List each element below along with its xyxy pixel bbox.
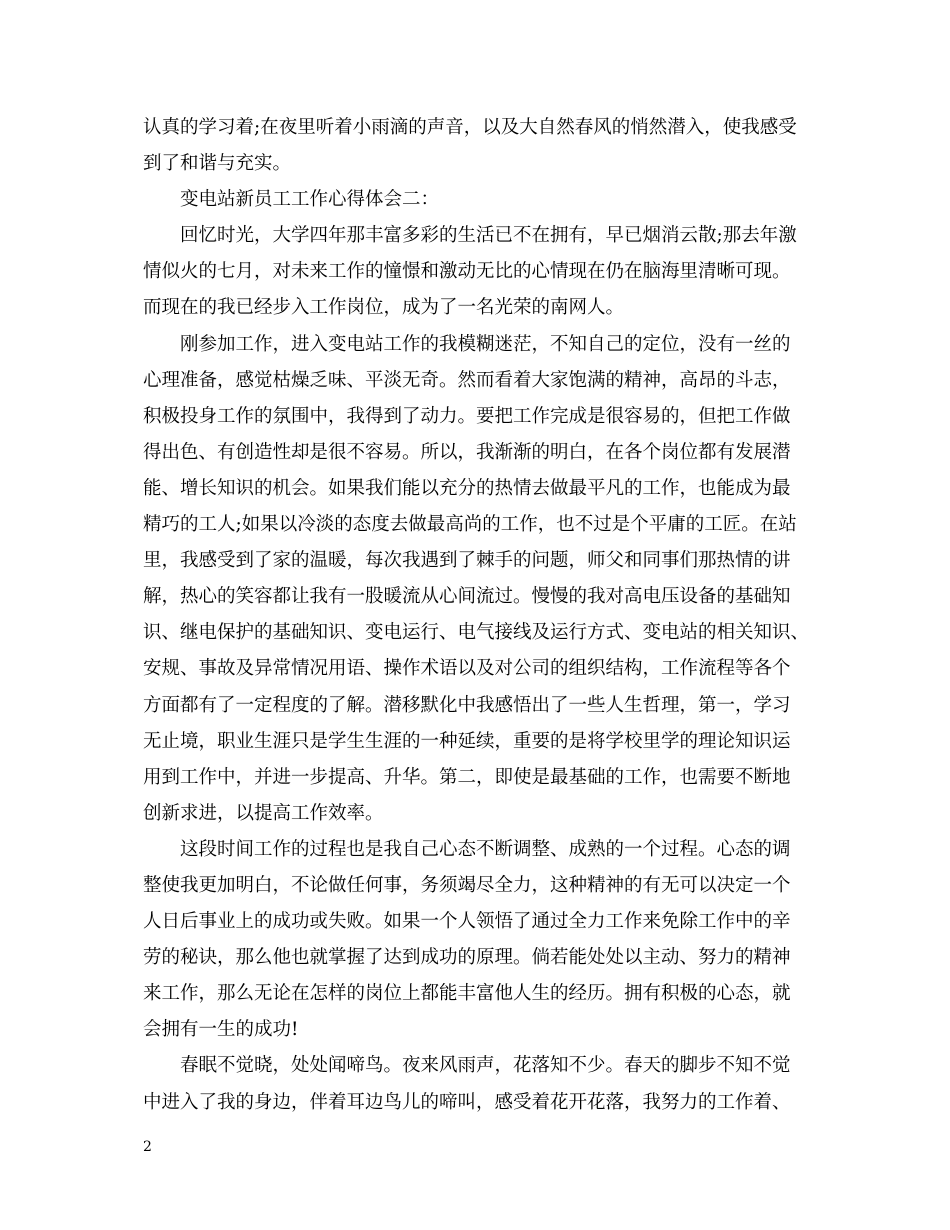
body-text <box>143 110 823 1121</box>
text-line: 回忆时光，大学四年那丰富多彩的生活已不在拥有，早已烟消云散;那去年激 <box>180 225 797 247</box>
text-line: 会拥有一生的成功! <box>143 1019 299 1041</box>
text-line: 中进入了我的身边，伴着耳边鸟儿的啼叫，感受着花开花落，我努力的工作着、 <box>143 1091 791 1113</box>
text-line: 劳的秘诀，那么他也就掌握了达到成功的原理。倘若能处处以主动、努力的精神 <box>143 947 791 969</box>
text-line: 春眠不觉晓，处处闻啼鸟。夜来风雨声，花落知不少。春天的脚步不知不觉 <box>180 1055 791 1077</box>
text-line: 得出色、有创造性却是很不容易。所以，我渐渐的明白，在各个岗位都有发展潜 <box>143 441 791 463</box>
page-number: 2 <box>143 1139 152 1155</box>
text-line: 人日后事业上的成功或失败。如果一个人领悟了通过全力工作来免除工作中的辛 <box>143 911 791 933</box>
text-line: 到了和谐与充实。 <box>143 153 292 175</box>
text-line: 方面都有了一定程度的了解。潜移默化中我感悟出了一些人生哲理，第一，学习 <box>143 694 791 716</box>
text-line: 心理准备，感觉枯燥乏味、平淡无奇。然而看着大家饱满的精神，高昂的斗志， <box>143 369 791 391</box>
text-line: 情似火的七月，对未来工作的憧憬和激动无比的心情现在仍在脑海里清晰可现。 <box>143 261 791 283</box>
text-line: 精巧的工人;如果以冷淡的态度去做最高尚的工作，也不过是个平庸的工匠。在站 <box>143 514 797 536</box>
text-line: 认真的学习着;在夜里听着小雨滴的声音，以及大自然春风的悄然潜入，使我感受 <box>143 117 797 138</box>
text-line: 无止境，职业生涯只是学生生涯的一种延续，重要的是将学校里学的理论知识运 <box>143 730 791 752</box>
text-line: 用到工作中，并进一步提高、升华。第二，即使是最基础的工作，也需要不断地 <box>143 766 791 788</box>
text-line: 识、继电保护的基础知识、变电运行、电气接线及运行方式、变电站的相关知识、 <box>143 622 810 644</box>
text-line: 里，我感受到了家的温暖，每次我遇到了棘手的问题，师父和同事们那热情的讲 <box>143 550 791 572</box>
text-line: 积极投身工作的氛围中，我得到了动力。要把工作完成是很容易的，但把工作做 <box>143 405 791 427</box>
text-line: 刚参加工作，进入变电站工作的我模糊迷茫，不知自己的定位，没有一丝的 <box>180 333 791 355</box>
text-line: 能、增长知识的机会。如果我们能以充分的热情去做最平凡的工作，也能成为最 <box>143 477 791 499</box>
text-line: 整使我更加明白，不论做任何事，务须竭尽全力，这种精神的有无可以决定一个 <box>143 874 791 896</box>
text-line: 创新求进，以提高工作效率。 <box>143 802 384 824</box>
section-heading: 变电站新员工工作心得体会二： <box>180 189 440 211</box>
text-line: 来工作，那么无论在怎样的岗位上都能丰富他人生的经历。拥有积极的心态，就 <box>143 983 791 1005</box>
text-line: 而现在的我已经步入工作岗位，成为了一名光荣的南网人。 <box>143 297 625 319</box>
text-line: 这段时间工作的过程也是我自己心态不断调整、成熟的一个过程。心态的调 <box>180 838 791 860</box>
text-line: 安规、事故及异常情况用语、操作术语以及对公司的组织结构，工作流程等各个 <box>143 658 791 680</box>
text-line: 解，热心的笑容都让我有一股暖流从心间流过。慢慢的我对高电压设备的基础知 <box>143 586 791 608</box>
